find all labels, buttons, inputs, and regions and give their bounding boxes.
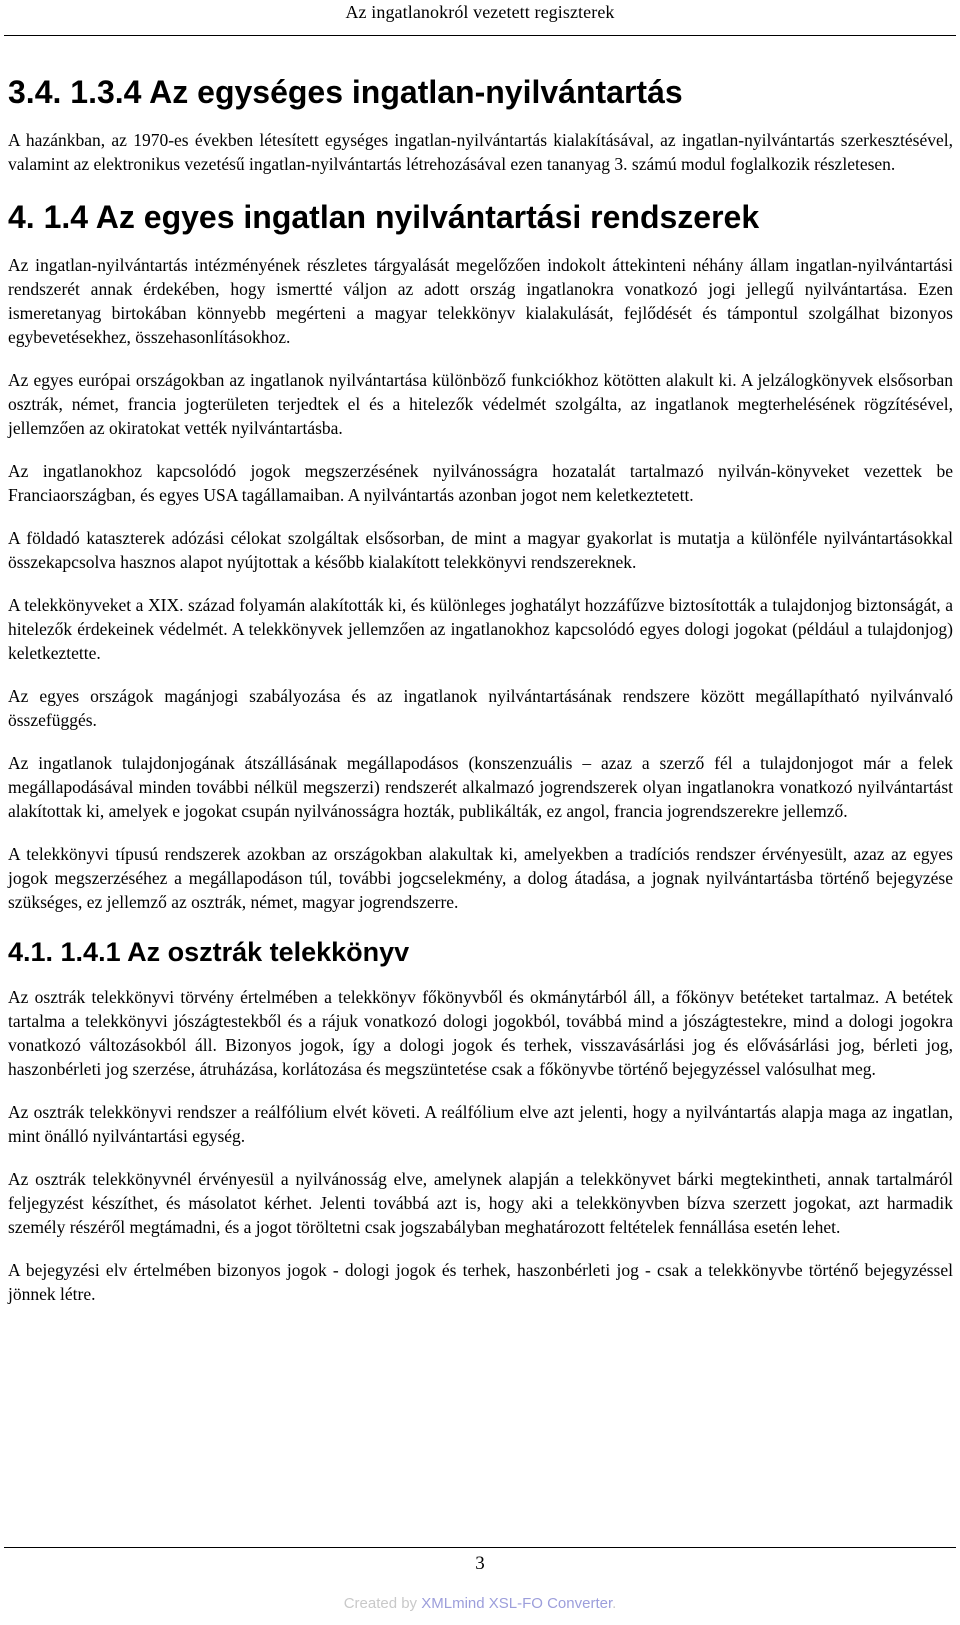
paragraph: Az osztrák telekkönyvi rendszer a reálfólium elvét követi. A reálfólium elve azt jelenti, hogy a nyilvántartás alapja maga az ingatlan, mint önálló nyilvántartási egység. (8, 1102, 953, 1146)
creator-suffix: . (612, 1595, 617, 1612)
paragraph: Az egyes országok magánjogi szabályozása és az ingatlanok nyilvántartásának rendszere között megállapítható nyilvánvaló összefüggés. (8, 686, 953, 730)
creator-credit (0, 1595, 960, 1612)
paragraph: Az ingatlanok tulajdonjogának átszállásának megállapodásos (konszenzuális – azaz a szerző fél a tulajdonjogot már a felek megállapodásával minden további nélkül megszerzi) rendszerét alkalmazó jogrendszerek olyan ingatlanokra vonatkozó nyilvántartást alakítottak ki, amelyek e jogokat csupán nyilvánosságra hozták, publikálták, ez angol, francia jogrendszerekre jellemző. (8, 753, 953, 821)
paragraph: A telekkönyvi típusú rendszerek azokban az országokban alakultak ki, amelyekben a tradíciós rendszer érvényesült, azaz az egyes jogok megszerzéséhez a megállapodáson túl, további jogcselekmény, a dolog átadása, a jognak nyilvántartásba történő bejegyzése szükséges, ez jellemző az osztrák, német, magyar jogrendszerre. (8, 844, 953, 912)
section-heading-4-1: 4.1. 1.4.1 Az osztrák telekkönyv (8, 937, 410, 967)
paragraph: A bejegyzési elv értelmében bizonyos jogok - dologi jogok és terhek, haszonbérleti jog - csak a telekkönyvbe történő bejegyzéssel jönnek létre. (8, 1260, 953, 1304)
paragraph: Az egyes európai országokban az ingatlanok nyilvántartása különböző funkciókhoz kötötten alakult ki. A jelzálogkönyvek elsősorban osztrák, német, francia jogterületen terjedtek el és a hitelezők védelmét szolgálta, az ingatlanok megterhelésének rögzítésével, jellemzően az okiratokat vették nyilvántartásba. (8, 370, 953, 438)
section-heading-4: 4. 1.4 Az egyes ingatlan nyilvántartási rendszerek (8, 199, 760, 235)
paragraph: Az ingatlan-nyilvántartás intézményének részletes tárgyalását megelőzően indokolt áttekinteni néhány állam ingatlan-nyilvántartási rendszerét annak érdekében, hogy ismertté váljon az adott ország ingatlanokra vonatkozó jogi jellegű nyilvántartása. Ezen ismeretanyag birtokában könnyebb megérteni a magyar telekkönyv kialakulását, fejlődését és támpontul szolgálhat bizonyos egybevetésekhez, összehasonlításokhoz. (8, 255, 953, 347)
header-rule (4, 35, 956, 36)
paragraph: A földadó kataszterek adózási célokat szolgáltak elsősorban, de mint a magyar gyakorlat is mutatja a különféle nyilvántartásokkal összekapcsolva hasznos alapot nyújtottak a később kialakított telekkönyvi rendszereknek. (8, 528, 953, 572)
creator-brand: XMLmind XSL-FO Converter (421, 1595, 613, 1612)
section-heading-3-4: 3.4. 1.3.4 Az egységes ingatlan-nyilvántartás (8, 74, 683, 110)
paragraph: Az osztrák telekkönyvi törvény értelmében a telekkönyv főkönyvből és okmánytárból áll, a főkönyv betéteket tartalmaz. A betétek tartalma a telekkönyvi jószágtestekből és a rájuk vonatkozó dologi jogokból, továbbá mind a jószágtestekre, mind a dologi jogokra vonatkozó változásokból áll. Bizonyos jogok, így a dologi jogok és terhek, visszavásárlási jog és elővásárlási jog, bérleti jog, haszonbérleti jog szerzése, átruházása, korlátozása és megszüntetése csak a főkönyvbe történő bejegyzéssel valósulhat meg. (8, 987, 953, 1079)
running-header: Az ingatlanokról vezetett regiszterek (345, 2, 615, 22)
paragraph: Az osztrák telekkönyvnél érvényesül a nyilvánosság elve, amelynek alapján a telekkönyvet bárki megtekintheti, annak tartalmáról feljegyzést készíthet, és másolatot kérhet. Jelenti továbbá azt is, hogy aki a telekkönyvben bízva szerzett jogokat, azt harmadik személy részéről megtámadni, és a jogot töröltetni csak jogszabályban meghatározott feltételek fennállása esetén lehet. (8, 1169, 953, 1237)
footer-rule (4, 1547, 956, 1548)
paragraph: Az ingatlanokhoz kapcsolódó jogok megszerzésének nyilvánosságra hozatalát tartalmazó nyilván-könyveket vezettek be Franciaországban, és egyes USA tagállamaiban. A nyilvántartás azonban jogot nem keletkeztetett. (8, 461, 953, 505)
page-number: 3 (475, 1553, 485, 1574)
paragraph: A hazánkban, az 1970-es években létesített egységes ingatlan-nyilvántartás kialakításával, az ingatlan-nyilvántartás szerkesztésével, valamint az elektronikus vezetésű ingatlan-nyilvántartás létrehozásával ezen tananyag 3. számú modul foglalkozik részletesen. (8, 130, 953, 174)
paragraph: A telekkönyveket a XIX. század folyamán alakították ki, és különleges joghatályt hozzáfűzve biztosították a tulajdonjog biztonságát, a hitelezők érdekeinek védelmét. A telekkönyvek jellemzően az ingatlanokhoz kapcsolódó egyes dologi jogokat (például a tulajdonjog) keletkeztette. (8, 595, 953, 663)
creator-prefix: Created by (343, 1595, 422, 1612)
page-content (8, 70, 953, 1306)
